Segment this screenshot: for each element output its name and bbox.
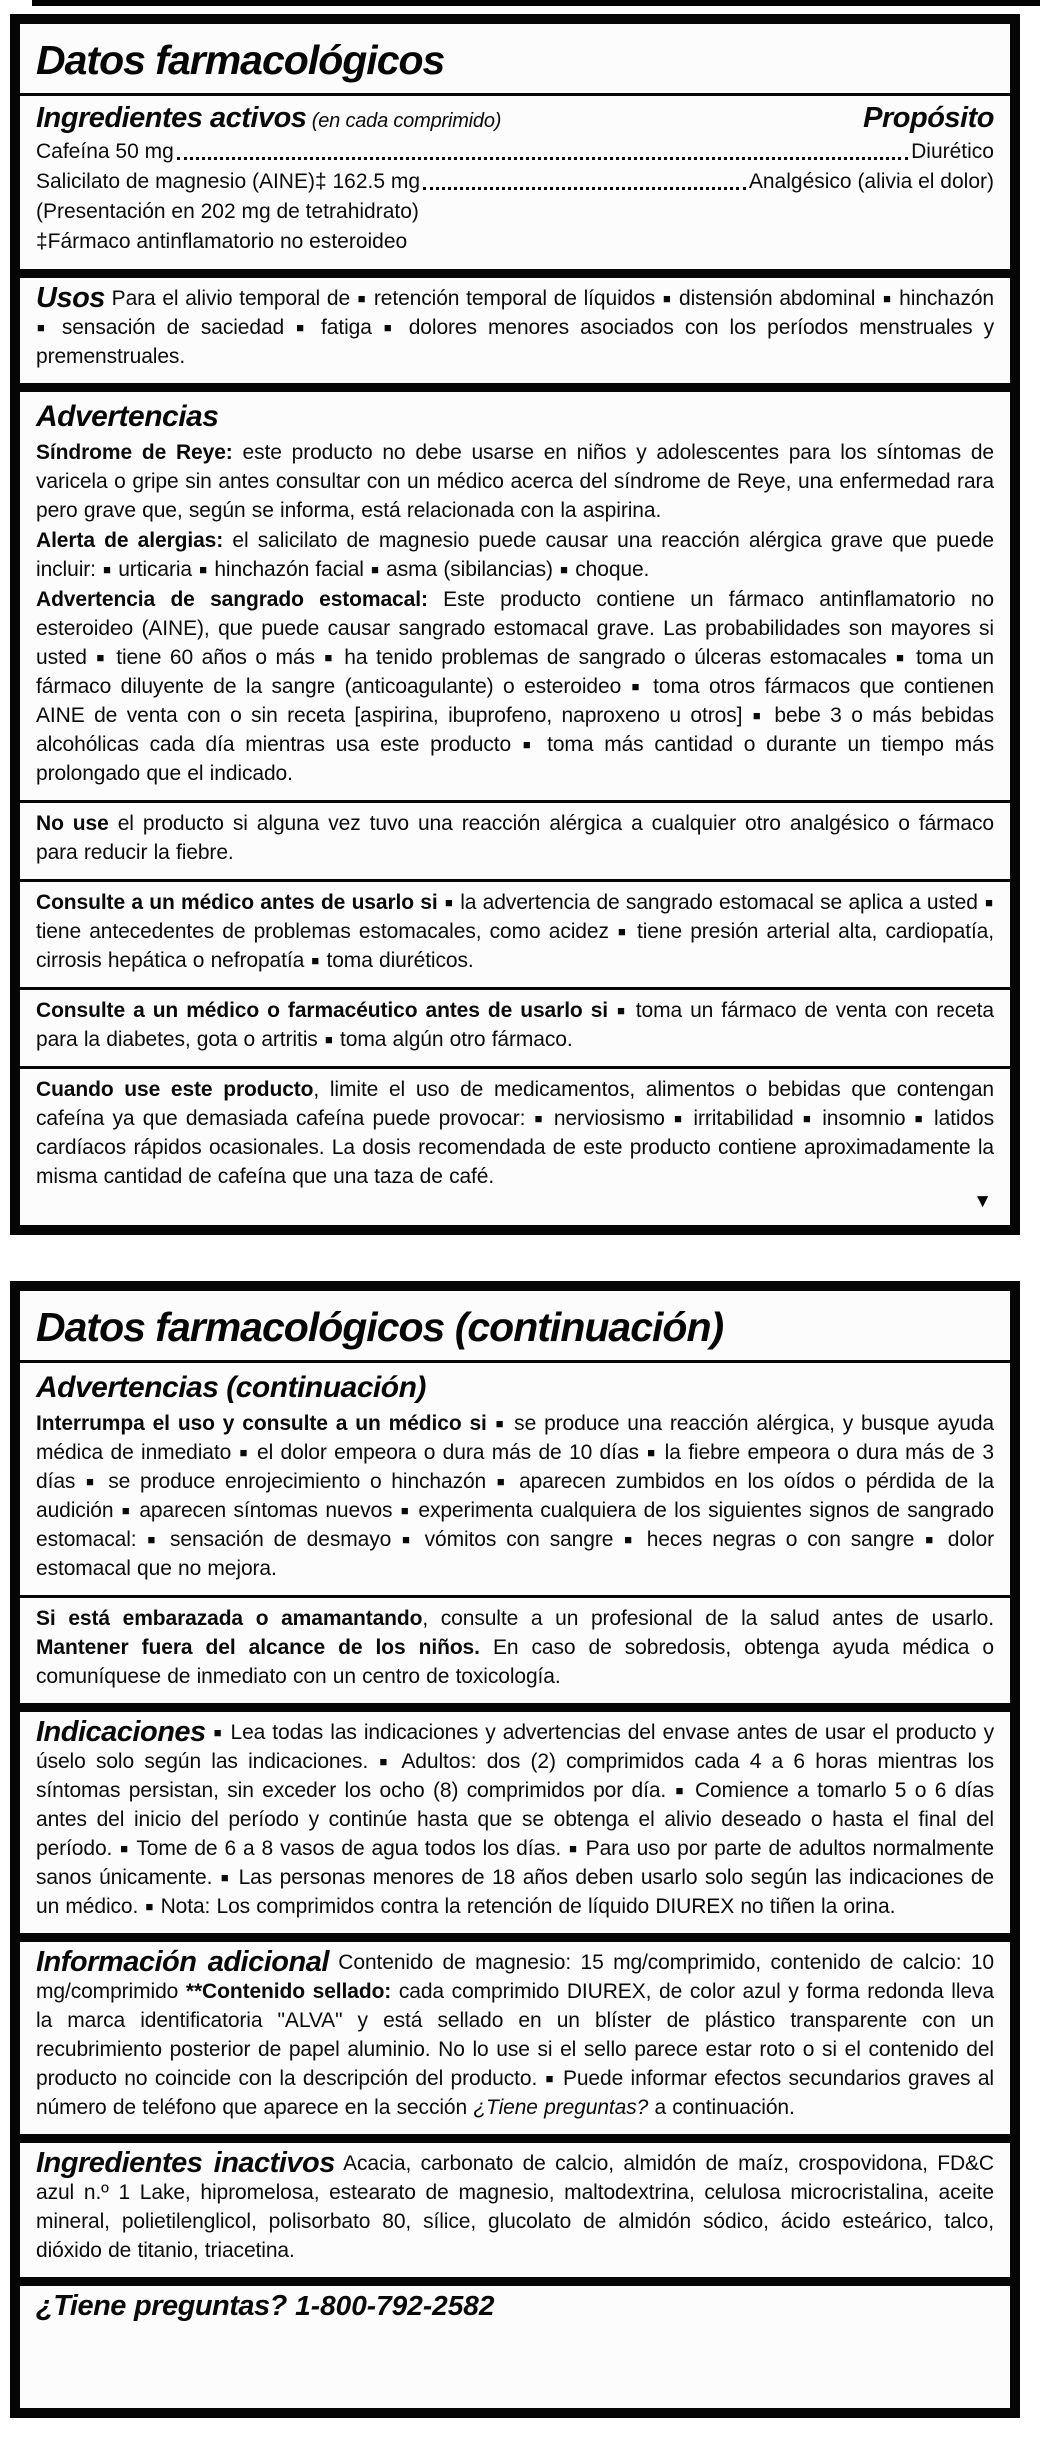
text-bold: Alerta de alergias: [36, 529, 224, 552]
bullet-square-icon: ■ [624, 1532, 636, 1547]
text-regular: cada comprimido DIUREX, de color azul y forma redonda lleva la marca identificatoria "ALVA" y está sellado en un blíster de plástico transparente con un recubrimiento posterior de papel aluminio. No lo use si el sello parece estar roto o si el contenido del producto no coincide con la descripción del producto. ■ Puede informar efectos secundarios graves al número de teléfono que aparece en la sección [36, 1980, 994, 2119]
bullet-square-icon: ■ [120, 1841, 129, 1856]
paragraph [36, 1948, 994, 2122]
text-regular: ■ la advertencia de sangrado estomacal se aplica a usted ■ tiene antecedentes de problemas estomacales, como acidez ■ tiene presión arterial alta, cardiopatía, cirrosis hepática o nefropatía ■ toma diuréticos. [36, 891, 994, 972]
paragraph [36, 888, 994, 975]
bullet-square-icon: ■ [296, 320, 309, 335]
bullet-square-icon: ■ [675, 1783, 686, 1798]
paragraph [36, 1409, 994, 1583]
paragraph [36, 1604, 994, 1691]
cuando-use-section [20, 1069, 1010, 1203]
paragraph [36, 2149, 994, 2265]
text-heading: Información adicional [36, 1946, 329, 1978]
ingredient-row [36, 167, 994, 197]
bullet-square-icon: ■ [618, 924, 628, 939]
bullet-square-icon: ■ [914, 1111, 925, 1126]
section-divider-thick [20, 1933, 1010, 1942]
paragraph [36, 526, 994, 584]
dot-leader [177, 157, 908, 160]
text-regular: Este producto contiene un fármaco antinflamatorio no esteroideo (AINE), que puede causar sangrado estomacal grave. Las probabilidades son mayores si usted ■ tiene 60 años o más ■ ha tenido problemas de sangrado o úlceras estomacales ■ toma un fármaco diluyente de la sangre (anticoagulante) o esteroideo ■ toma otros fármacos que contienen AINE de venta con o sin receta [aspirina, ibuprofeno, naproxeno u otros] ■ bebe 3 o más bebidas alcohólicas cada día mientras usa este producto ■ toma más cantidad o durante un tiempo más prolongado que el indicado. [36, 588, 994, 785]
bullet-square-icon: ■ [496, 1474, 509, 1489]
text-bold: **Contenido sellado: [185, 1980, 392, 2003]
text-bold: Advertencia de sangrado estomacal: [36, 588, 428, 611]
text-bold: Interrumpa el uso y consulte a un médico si [36, 1412, 487, 1435]
continued-arrow-icon: ▼ [973, 1191, 992, 1212]
paragraph [36, 1718, 994, 1921]
text-regular: a continuación. [648, 2096, 795, 2119]
bullet-square-icon: ■ [96, 650, 107, 665]
text-bold: Cuando use este producto [36, 1078, 314, 1101]
purpose-label: Propósito [863, 102, 994, 134]
panel-title: Datos farmacológicos (continuación) [36, 1304, 724, 1350]
paragraph [36, 996, 994, 1054]
dot-leader [423, 187, 746, 190]
embarazada-section [20, 1598, 1010, 1703]
bullet-square-icon: ■ [674, 1111, 685, 1126]
ingredientes-inactivos-section [20, 2143, 1010, 2277]
bullet-square-icon: ■ [147, 1532, 160, 1547]
bullet-square-icon: ■ [383, 320, 397, 335]
text-regular: el salicilato de magnesio puede causar una reacción alérgica grave que puede incluir: ■ urticaria ■ hinchazón facial ■ asma (sibilancias) ■ choque. [36, 529, 995, 581]
bullet-square-icon: ■ [324, 650, 335, 665]
panel-title: Datos farmacológicos [36, 37, 445, 83]
ingredientes-activos-section [20, 96, 1010, 269]
no-use-section [20, 803, 1010, 879]
ingredient-name: Cafeína 50 mg [36, 140, 174, 163]
text-regular: este producto no debe usarse en niños y adolescentes para los síntomas de varicela o gripe sin antes consultar con un médico acerca del síndrome de Reye, una enfermedad rara pero grave que, según se informa, está relacionada con la aspirina. [36, 441, 994, 522]
informacion-adicional-section [20, 1942, 1010, 2134]
text-regular: , limite el uso de medicamentos, alimentos o bebidas que contengan cafeína ya que demasiada cafeína puede provocar: ■ nerviosismo ■ irritabilidad ■ insomnio ■ latidos cardíacos rápidos ocasionales. La dosis recomendada de este producto contiene aproximadamente la misma cantidad de cafeína que una taza de café. [36, 1078, 995, 1188]
bullet-square-icon: ■ [560, 562, 569, 577]
per-tablet-label: (en cada comprimido) [306, 110, 502, 132]
usos-section [20, 278, 1010, 383]
text-regular: ■ Lea todas las indicaciones y advertencias del envase antes de usar el producto y úselo solo según las indicaciones. ■ Adultos: dos (2) comprimidos cada 4 a 6 horas mientras los síntomas persistan, sin exceder los ocho (8) comprimidos por día. ■ Comience a tomarlo 5 o 6 días antes del inicio del período y continúe hasta que se obtenga el alivio deseado o hasta el final del período. ■ Tome de 6 a 8 vasos de agua todos los días. ■ Para uso por parte de adultos normalmente sanos únicamente. ■ Las personas menores de 18 años deben usarlo solo según las indicaciones de un médico. ■ Nota: Los comprimidos contra la retención de líquido DIUREX no tiñen la orina. [36, 1721, 995, 1918]
bullet-square-icon: ■ [145, 1899, 154, 1914]
text-regular: ■ toma un fármaco de venta con receta para la diabetes, gota o artritis ■ toma algún otro fármaco. [36, 999, 994, 1051]
text-regular: Acacia, carbonato de calcio, almidón de maíz, crospovidona, FD&C azul n.º 1 Lake, hipromelosa, estearato de magnesio, maltodextrina, celulosa microcristalina, aceite mineral, polietilenglicol, polisorbato 80, sílice, glucolato de almidón sódico, ácido esteárico, talco, dióxido de titanio, triacetina. [36, 2152, 994, 2262]
advertencias-continuacion-section [20, 1363, 1010, 1595]
paragraph [36, 809, 994, 867]
active-ingredients-label: Ingredientes activos [36, 102, 307, 134]
bullet-square-icon: ■ [883, 291, 892, 306]
drug-facts-panel-2 [10, 1281, 1020, 2418]
text-bold: Consulte a un médico antes de usarlo si [36, 891, 438, 914]
bullet-square-icon: ■ [647, 1445, 657, 1460]
bullet-square-icon: ■ [37, 320, 50, 335]
text-heading: ¿Tiene preguntas? [36, 2290, 287, 2322]
consulte-farmaceutico-section [20, 990, 1010, 1066]
text-phone: 1-800-792-2582 [286, 2290, 495, 2321]
bullet-square-icon: ■ [569, 1841, 578, 1856]
text-heading: Usos [36, 282, 105, 314]
advertencias-heading: Advertencias [36, 400, 219, 433]
text-heading: Ingredientes inactivos [36, 2147, 335, 2179]
bullet-square-icon: ■ [444, 895, 453, 910]
text-bold: Síndrome de Reye: [36, 441, 233, 464]
advertencias-continuacion-heading: Advertencias (continuación) [36, 1371, 426, 1404]
text-bold: Si está embarazada o amamantando [36, 1607, 423, 1630]
panel-1-sections [20, 96, 1010, 1203]
paragraph [36, 284, 994, 371]
bullet-square-icon: ■ [752, 708, 764, 723]
panel-2-sections [20, 1363, 1010, 2333]
ingredient-name: Salicilato de magnesio (AINE)‡ 162.5 mg [36, 170, 421, 193]
text-bold: Mantener fuera del alcance de los niños. [36, 1636, 480, 1659]
indicaciones-section [20, 1712, 1010, 1933]
ingredient-purpose: Diurético [911, 140, 994, 163]
text-regular: ■ se produce una reacción alérgica, y busque ayuda médica de inmediato ■ el dolor empeora o dura más de 10 días ■ la fiebre empeora o dura más de 3 días ■ se produce enrojecimiento o hinchazón ■ aparecen zumbidos en los oídos o pérdida de la audición ■ aparecen síntomas nuevos ■ experimenta cualquiera de los siguientes signos de sangrado estomacal: ■ sensación de desmayo ■ vómitos con sangre ■ heces negras o con sangre ■ dolor estomacal que no mejora. [36, 1412, 995, 1580]
bullet-square-icon: ■ [371, 562, 379, 577]
section-divider-thick [20, 1703, 1010, 1712]
bullet-square-icon: ■ [199, 562, 208, 577]
text-regular: el producto si alguna vez tuvo una reacción alérgica a cualquier otro analgésico o fármaco para reducir la fiebre. [36, 812, 994, 864]
bullet-square-icon: ■ [534, 1111, 545, 1126]
text-heading: Indicaciones [36, 1716, 206, 1748]
bullet-square-icon: ■ [402, 1532, 414, 1547]
bullet-square-icon: ■ [617, 1003, 627, 1018]
scan-artifact-top [32, 0, 1040, 6]
text-regular: En caso de sobredosis, obtenga ayuda médica o comuníquese de inmediato con un centro de toxicología. [36, 1636, 994, 1688]
text-regular: Contenido de magnesio: 15 mg/comprimido, contenido de calcio: 10 mg/comprimido [36, 1951, 994, 2003]
bullet-square-icon: ■ [121, 1503, 131, 1518]
paragraph [36, 438, 994, 525]
active-ingredients-title [36, 102, 501, 135]
bullet-square-icon: ■ [631, 679, 643, 694]
bullet-square-icon: ■ [213, 1725, 223, 1740]
text-bold: No use [36, 812, 109, 835]
paragraph [36, 585, 994, 788]
bullet-square-icon: ■ [357, 291, 367, 306]
ingredient-row [36, 137, 994, 167]
bullet-square-icon: ■ [545, 2071, 555, 2086]
ingredient-note: (Presentación en 202 mg de tetrahidrato) [36, 200, 419, 223]
bullet-square-icon: ■ [896, 650, 907, 665]
bullet-square-icon: ■ [103, 562, 111, 577]
ingredient-note: ‡Fármaco antinflamatorio no esteroideo [36, 230, 408, 253]
section-divider-thick [20, 383, 1010, 392]
consulte-medico-section [20, 882, 1010, 987]
text-regular: Para el alivio temporal de ■ retención temporal de líquidos ■ distensión abdominal ■ hinchazón ■ sensación de saciedad ■ fatiga ■ dolores menores asociados con los períodos menstruales y premenstruales. [36, 287, 995, 368]
bullet-square-icon: ■ [220, 1870, 231, 1885]
bullet-square-icon: ■ [925, 1532, 937, 1547]
section-divider-thick [20, 269, 1010, 278]
section-divider-thick [20, 2134, 1010, 2143]
paragraph [36, 1075, 994, 1191]
bullet-square-icon: ■ [86, 1474, 98, 1489]
section-divider-thick [20, 2277, 1010, 2286]
ingredient-purpose: Analgésico (alivia el dolor) [748, 170, 994, 193]
tiene-preguntas-section [20, 2286, 1010, 2333]
paragraph [36, 2292, 994, 2321]
bullet-square-icon: ■ [379, 1754, 392, 1769]
text-bold: Consulte a un médico o farmacéutico antes de usarlo si [36, 999, 609, 1022]
advertencias-section [20, 392, 1010, 800]
active-ingredients-header [36, 102, 994, 135]
text-italic: ¿Tiene preguntas? [473, 2096, 649, 2119]
bullet-square-icon: ■ [324, 1032, 333, 1047]
bullet-square-icon: ■ [239, 1445, 249, 1460]
text-regular: , consulte a un profesional de la salud antes de usarlo. [422, 1607, 994, 1630]
drug-facts-panel-1 [10, 14, 1020, 1235]
bullet-square-icon: ■ [311, 953, 320, 968]
bullet-square-icon: ■ [985, 895, 993, 910]
bullet-square-icon: ■ [522, 737, 536, 752]
bullet-square-icon: ■ [662, 291, 672, 306]
bullet-square-icon: ■ [495, 1416, 506, 1431]
bullet-square-icon: ■ [400, 1503, 410, 1518]
bullet-square-icon: ■ [802, 1111, 813, 1126]
